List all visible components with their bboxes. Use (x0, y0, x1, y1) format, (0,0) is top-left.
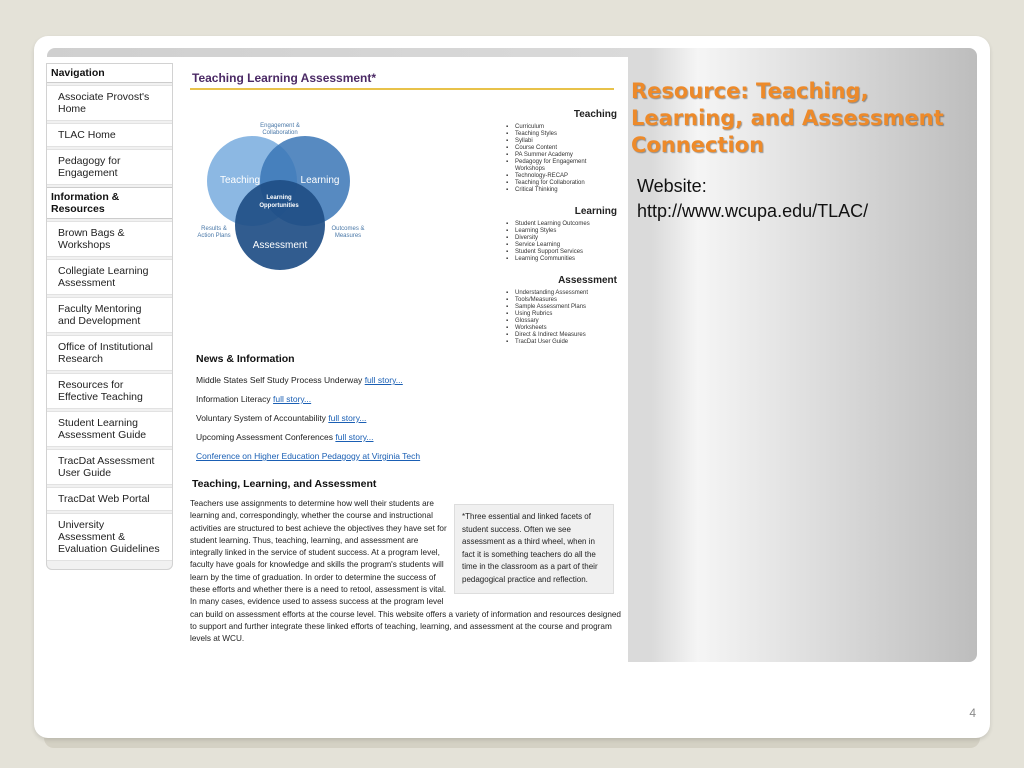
nav-item-collegiate-learning[interactable]: Collegiate Learning Assessment (47, 259, 172, 295)
venn-center-label-1: Learning (266, 195, 292, 201)
full-story-link[interactable]: full story... (335, 432, 374, 442)
topic-item[interactable]: ▪ Using Rubrics (505, 311, 617, 318)
venn-left-label-1: Results & (201, 226, 227, 232)
topic-item[interactable]: ▪ Understanding Assessment (505, 290, 617, 297)
topic-item[interactable]: ▪ Teaching Styles (505, 131, 617, 138)
nav-item-faculty-mentoring[interactable]: Faculty Mentoring and Development (47, 297, 172, 333)
full-story-link[interactable]: full story... (273, 394, 312, 404)
slide-title: Resource: Teaching, Learning, and Assessment Connection (631, 79, 944, 157)
topic-item[interactable]: ▪ Learning Communities (505, 256, 617, 263)
venn-top-label-2: Collaboration (262, 130, 298, 136)
nav-item-tracdat-guide[interactable]: TracDat Assessment User Guide (47, 449, 172, 485)
nav-item-university-assessment[interactable]: University Assessment & Evaluation Guidelines (47, 513, 172, 561)
news-item (196, 432, 374, 442)
topic-item[interactable]: ▪ Syllabi (505, 138, 617, 145)
topic-item[interactable]: ▪ Course Content (505, 145, 617, 152)
tla-heading: Teaching, Learning, and Assessment (192, 478, 377, 490)
topic-item[interactable]: ▪ Service Learning (505, 242, 617, 249)
nav-item-associate-provost[interactable]: Associate Provost's Home (47, 85, 172, 121)
tla-body-text: Teachers use assignments to determine how well their students are learning and, correspondingly, whether the course and instructional activities are structured to best achieve the objectives they have set for student learning. Thus, teaching, learning, and assessment are integrally linked in the service of student success. At a program level, faculty have goals for knowledge and skills the program's students will learn by the time of graduation. In order to determine the success of these efforts and whether there is a need to retool, assessment is vital. In many cases, evidence used to assess success at the program level can build on assessment efforts at the course level. This website offers a variety of information and resources designed to support and further integrate these linked efforts of teaching, learning, and assessment at the course and program levels at WCU. (190, 499, 621, 644)
venn-diagram (190, 97, 410, 297)
nav-item-brown-bags[interactable]: Brown Bags & Workshops (47, 221, 172, 257)
venn-center-label-2: Opportunities (259, 203, 299, 209)
topic-item[interactable]: ▪ Diversity (505, 235, 617, 242)
nav-resources-heading: Information & Resources (47, 187, 172, 219)
full-story-link[interactable]: full story... (364, 375, 403, 385)
page-number: 4 (969, 706, 976, 720)
page-title: Teaching Learning Assessment* (192, 71, 377, 85)
website-screenshot (46, 57, 628, 663)
tla-body (190, 498, 628, 646)
venn-right-label-2: Measures (334, 233, 362, 239)
topic-item[interactable]: ▪ Teaching for Collaboration (505, 180, 617, 187)
news-text: Voluntary System of Accountability (196, 413, 326, 423)
venn-assessment-label: Assessment (252, 240, 308, 251)
venn-left-label-2: Action Plans (197, 233, 231, 239)
venn-assessment-circle[interactable] (235, 180, 325, 270)
nav-item-tracdat-portal[interactable]: TracDat Web Portal (47, 487, 172, 511)
title-divider (190, 88, 614, 90)
news-item (196, 451, 420, 461)
news-text: Middle States Self Study Process Underway (196, 375, 363, 385)
nav-item-learning-assessment-guide[interactable]: Student Learning Assessment Guide (47, 411, 172, 447)
quote-box: *Three essential and linked facets of student success. Often we see assessment as a third wheel, when in fact it is something teachers do all the time in the classroom as a part of their pedagogical practice and reflection. (454, 504, 614, 594)
nav-sidebar (46, 63, 173, 570)
topic-item[interactable]: ▪ Direct & Indirect Measures (505, 332, 617, 339)
topic-heading-assessment: Assessment (558, 275, 617, 286)
topic-item[interactable]: ▪ Student Learning Outcomes (505, 221, 617, 228)
full-story-link[interactable]: full story... (328, 413, 367, 423)
topic-item[interactable]: ▪ Sample Assessment Plans (505, 304, 617, 311)
topic-item[interactable]: ▪ Tools/Measures (505, 297, 617, 304)
news-item (196, 394, 311, 404)
topic-item[interactable]: ▪ Student Support Services (505, 249, 617, 256)
nav-heading: Navigation (47, 64, 172, 83)
website-url[interactable]: http://www.wcupa.edu/TLAC/ (637, 201, 869, 221)
topic-item[interactable]: ▪ Technology-RECAP (505, 173, 617, 180)
topic-list-teaching (505, 124, 617, 194)
topic-item[interactable]: ▪ Curriculum (505, 124, 617, 131)
news-text: Upcoming Assessment Conferences (196, 432, 334, 442)
topic-item[interactable]: ▪ TracDat User Guide (505, 339, 617, 346)
venn-top-label-1: Engagement & (260, 123, 300, 129)
topic-list-assessment (505, 290, 617, 346)
news-heading: News & Information (196, 353, 295, 365)
topic-item[interactable]: ▪ PA Summer Academy (505, 152, 617, 159)
venn-learning-label: Learning (300, 175, 340, 186)
topic-item[interactable]: ▪ Pedagogy for Engagement Workshops (505, 159, 617, 173)
topic-lists (505, 103, 617, 346)
topic-heading-learning: Learning (574, 206, 617, 217)
news-item (196, 375, 403, 385)
news-text: Information Literacy (196, 394, 271, 404)
nav-item-institutional-research[interactable]: Office of Institutional Research (47, 335, 172, 371)
topic-item[interactable]: ▪ Learning Styles (505, 228, 617, 235)
topic-item[interactable]: ▪ Critical Thinking (505, 187, 617, 194)
venn-right-label-1: Outcomes & (331, 226, 365, 232)
topic-heading-teaching: Teaching (573, 109, 617, 120)
main-content (190, 57, 628, 663)
nav-item-effective-teaching[interactable]: Resources for Effective Teaching (47, 373, 172, 409)
website-info (637, 174, 957, 224)
topic-item[interactable]: ▪ Worksheets (505, 325, 617, 332)
venn-teaching-label: Teaching (219, 175, 261, 186)
nav-item-tlac-home[interactable]: TLAC Home (47, 123, 172, 147)
topic-item[interactable]: ▪ Glossary (505, 318, 617, 325)
nav-item-pedagogy[interactable]: Pedagogy for Engagement (47, 149, 172, 185)
website-label: Website: (637, 176, 707, 196)
conference-link[interactable]: Conference on Higher Education Pedagogy at Virginia Tech (196, 451, 421, 461)
news-item (196, 413, 366, 423)
topic-list-learning (505, 221, 617, 263)
